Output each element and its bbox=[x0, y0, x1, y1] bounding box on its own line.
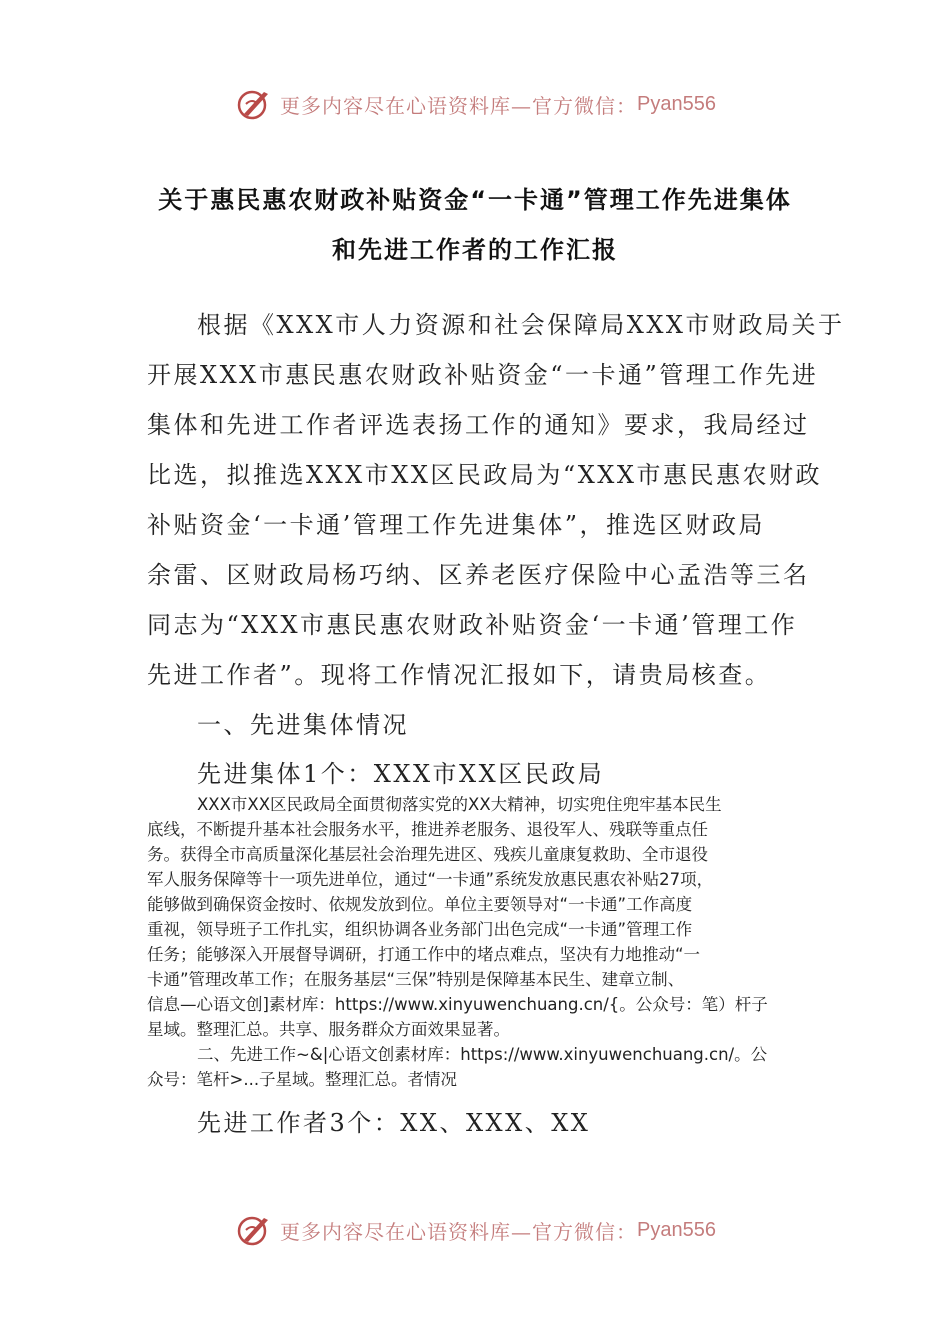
body-line: 任务；能够深入开展督导调研，打通工作中的堵点难点，坚决有力地推动“一 bbox=[147, 945, 701, 964]
body-line: 信息—心语文创]素材库：https://www.xinyuwenchuang.cn/{。公众号：笔）杆子 bbox=[147, 995, 768, 1014]
watermark-text: 更多内容尽在心语资料库—官方微信： bbox=[280, 1219, 638, 1244]
body-line: 能够做到确保资金按时、依规发放到位。单位主要领导对“一卡通”工作高度 bbox=[147, 895, 693, 914]
intro-line: 根据《XXX市人力资源和社会保障局XXX市财政局关于 bbox=[197, 311, 845, 339]
body-line: XXX市XX区民政局全面贯彻落实党的XX大精神，切实兜住兜牢基本民生 bbox=[197, 795, 722, 814]
body-line: 军人服务保障等十一项先进单位，通过“一卡通”系统发放惠民惠农补贴27项， bbox=[147, 870, 714, 889]
intro-line: 余雷、区财政局杨巧纳、区养老医疗保险中心孟浩等三名 bbox=[147, 561, 810, 589]
body-line: 星域。整理汇总。共享、服务群众方面效果显著。 bbox=[147, 1020, 510, 1039]
body-line: 务。获得全市高质量深化基层社会治理先进区、残疾儿童康复救助、全市退役 bbox=[147, 845, 708, 864]
intro-line: 同志为“XXX市惠民惠农财政补贴资金‘一卡通’管理工作 bbox=[147, 611, 798, 639]
watermark-wechat-id: Pyan556 bbox=[637, 92, 716, 115]
intro-line: 补贴资金‘一卡通’管理工作先进集体”，推选区财政局 bbox=[147, 511, 766, 539]
intro-line: 集体和先进工作者评选表扬工作的通知》要求，我局经过 bbox=[147, 411, 810, 439]
intro-line: 先进工作者”。现将工作情况汇报如下，请贵局核查。 bbox=[147, 661, 772, 689]
body-line: 底线，不断提升基本社会服务水平，推进养老服务、退役军人、残联等重点任 bbox=[147, 820, 708, 839]
intro-line: 比选，拟推选XXX市XX区民政局为“XXX市惠民惠农财政 bbox=[147, 461, 822, 489]
watermark-header bbox=[0, 82, 950, 126]
workers-line: 先进工作者3个：XX、XXX、XX bbox=[197, 1109, 591, 1137]
pen-logo-icon bbox=[234, 1210, 274, 1250]
intro-line: 开展XXX市惠民惠农财政补贴资金“一卡通”管理工作先进 bbox=[147, 361, 819, 389]
body-line: 卡通”管理改革工作；在服务基层“三保”特别是保障基本民生、建章立制、 bbox=[147, 970, 685, 989]
watermark-wechat-id: Pyan556 bbox=[637, 1218, 716, 1241]
section-heading-collective: 一、先进集体情况 bbox=[197, 711, 409, 739]
body-line: 重视，领导班子工作扎实，组织协调各业务部门出色完成“一卡通”管理工作 bbox=[147, 920, 693, 939]
watermark-footer bbox=[0, 1208, 950, 1252]
document-title-line-1: 关于惠民惠农财政补贴资金“一卡通”管理工作先进集体 bbox=[158, 186, 792, 214]
document-title-line-2: 和先进工作者的工作汇报 bbox=[332, 236, 618, 264]
body-line: 众号：笔杆>...子星域。整理汇总。者情况 bbox=[147, 1070, 458, 1089]
body-line: 二、先进工作~&|心语文创素材库：https://www.xinyuwenchuang.cn/。公 bbox=[197, 1045, 768, 1064]
watermark-text: 更多内容尽在心语资料库—官方微信： bbox=[280, 93, 638, 118]
pen-logo-icon bbox=[234, 84, 274, 124]
collective-line: 先进集体1个：XXX市XX区民政局 bbox=[197, 760, 605, 788]
